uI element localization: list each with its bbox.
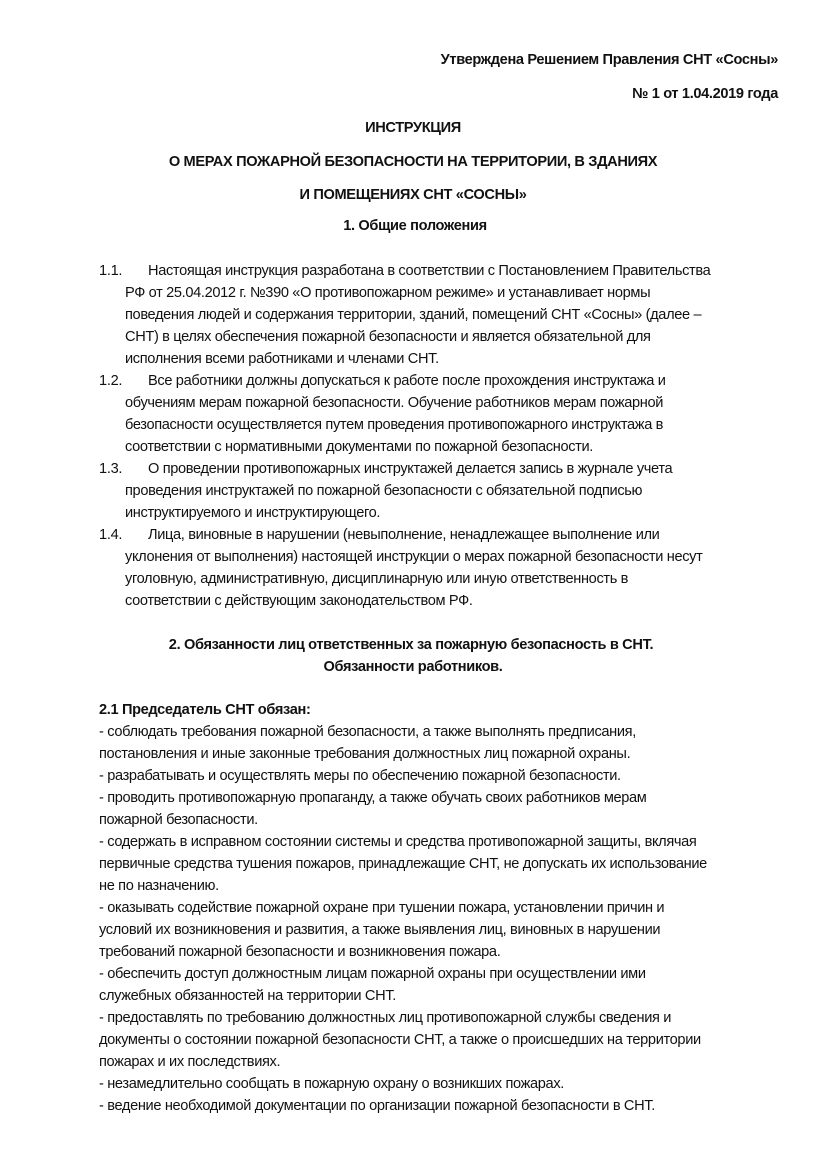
paragraph-line: СНТ) в целях обеспечения пожарной безопасности и является обязательной для	[125, 329, 651, 345]
item-number: 1.3.	[99, 461, 123, 477]
subsection-2-1-heading: 2.1 Председатель СНТ обязан:	[99, 702, 311, 718]
item-number: 1.4.	[99, 527, 123, 543]
duty-line: - ведение необходимой документации по организации пожарной безопасности в СНТ.	[99, 1098, 655, 1114]
paragraph-line: обучениям мерам пожарной безопасности. Обучение работников мерам пожарной	[125, 395, 664, 411]
paragraph-line: уголовную, административную, дисциплинарную или иную ответственность в	[125, 571, 629, 587]
duty-line: служебных обязанностей на территории СНТ.	[99, 988, 396, 1004]
duty-line: требований пожарной безопасности и возникновения пожара.	[99, 944, 501, 960]
document-subtitle-line2: И ПОМЕЩЕНИЯХ СНТ «СОСНЫ»	[299, 187, 527, 203]
paragraph-line: О проведении противопожарных инструктажей делается запись в журнале учета	[148, 461, 673, 477]
duty-line: условий их возникновения и развития, а также выявления лиц, виновных в нарушении	[99, 922, 661, 938]
paragraph-line: проведения инструктажей по пожарной безопасности с обязательной подписью	[125, 483, 643, 499]
section1-heading: 1. Общие положения	[343, 218, 487, 234]
section2-heading: 2. Обязанности лиц ответственных за пожарную безопасность в СНТ.	[168, 637, 654, 653]
document-subtitle-line1: О МЕРАХ ПОЖАРНОЙ БЕЗОПАСНОСТИ НА ТЕРРИТОРИИ, В ЗДАНИЯХ	[168, 154, 658, 170]
paragraph-line: Все работники должны допускаться к работе после прохождения инструктажа и	[148, 373, 666, 389]
duty-line: - предоставлять по требованию должностных лиц противопожарной службы сведения и	[99, 1010, 672, 1026]
duty-line: - незамедлительно сообщать в пожарную охрану о возникших пожарах.	[99, 1076, 564, 1092]
duty-line: - соблюдать требования пожарной безопасности, а также выполнять предписания,	[99, 724, 636, 740]
approval-number-date: № 1 от 1.04.2019 года	[632, 86, 778, 102]
item-number: 1.1.	[99, 263, 123, 279]
duty-line: документы о состоянии пожарной безопасности СНТ, а также о происшедших на территории	[99, 1032, 701, 1048]
duty-line: - разрабатывать и осуществлять меры по обеспечению пожарной безопасности.	[99, 768, 621, 784]
duty-line: - обеспечить доступ должностным лицам пожарной охраны при осуществлении ими	[99, 966, 646, 982]
duty-line: первичные средства тушения пожаров, принадлежащие СНТ, не допускать их использование	[99, 856, 707, 872]
duty-line: пожарной безопасности.	[99, 812, 258, 828]
approval-line: Утверждена Решением Правления СНТ «Сосны»	[440, 52, 778, 68]
duty-line: постановления и иные законные требования должностных лиц пожарной охраны.	[99, 746, 631, 762]
paragraph-line: поведения людей и содержания территории, зданий, помещений СНТ «Сосны» (далее –	[125, 307, 702, 323]
paragraph-line: уклонения от выполнения) настоящей инструкции о мерах пожарной безопасности несут	[125, 549, 703, 565]
paragraph-line: Лица, виновные в нарушении (невыполнение, ненадлежащее выполнение или	[148, 527, 660, 543]
document-title: ИНСТРУКЦИЯ	[365, 120, 461, 136]
paragraph-line: инструктируемого и инструктирующего.	[125, 505, 381, 521]
duty-line: - проводить противопожарную пропаганду, а также обучать своих работников мерам	[99, 790, 647, 806]
paragraph-line: соответствии с действующим законодательством РФ.	[125, 593, 473, 609]
paragraph-line: Настоящая инструкция разработана в соответствии с Постановлением Правительства	[148, 263, 711, 279]
duty-line: не по назначению.	[99, 878, 219, 894]
paragraph-line: исполнения всеми работниками и членами СНТ.	[125, 351, 439, 367]
duty-line: - содержать в исправном состоянии системы и средства противопожарной защиты, вклячая	[99, 834, 697, 850]
paragraph-line: РФ от 25.04.2012 г. №390 «О противопожарном режиме» и устанавливает нормы	[125, 285, 651, 301]
duty-line: - оказывать содействие пожарной охране при тушении пожара, установлении причин и	[99, 900, 665, 916]
duty-line: пожарах и их последствиях.	[99, 1054, 281, 1070]
paragraph-line: соответствии с нормативными документами по пожарной безопасности.	[125, 439, 594, 455]
paragraph-line: безопасности осуществляется путем проведения противопожарного инструктажа в	[125, 417, 664, 433]
section2-heading-line2: Обязанности работников.	[323, 659, 503, 675]
item-number: 1.2.	[99, 373, 123, 389]
